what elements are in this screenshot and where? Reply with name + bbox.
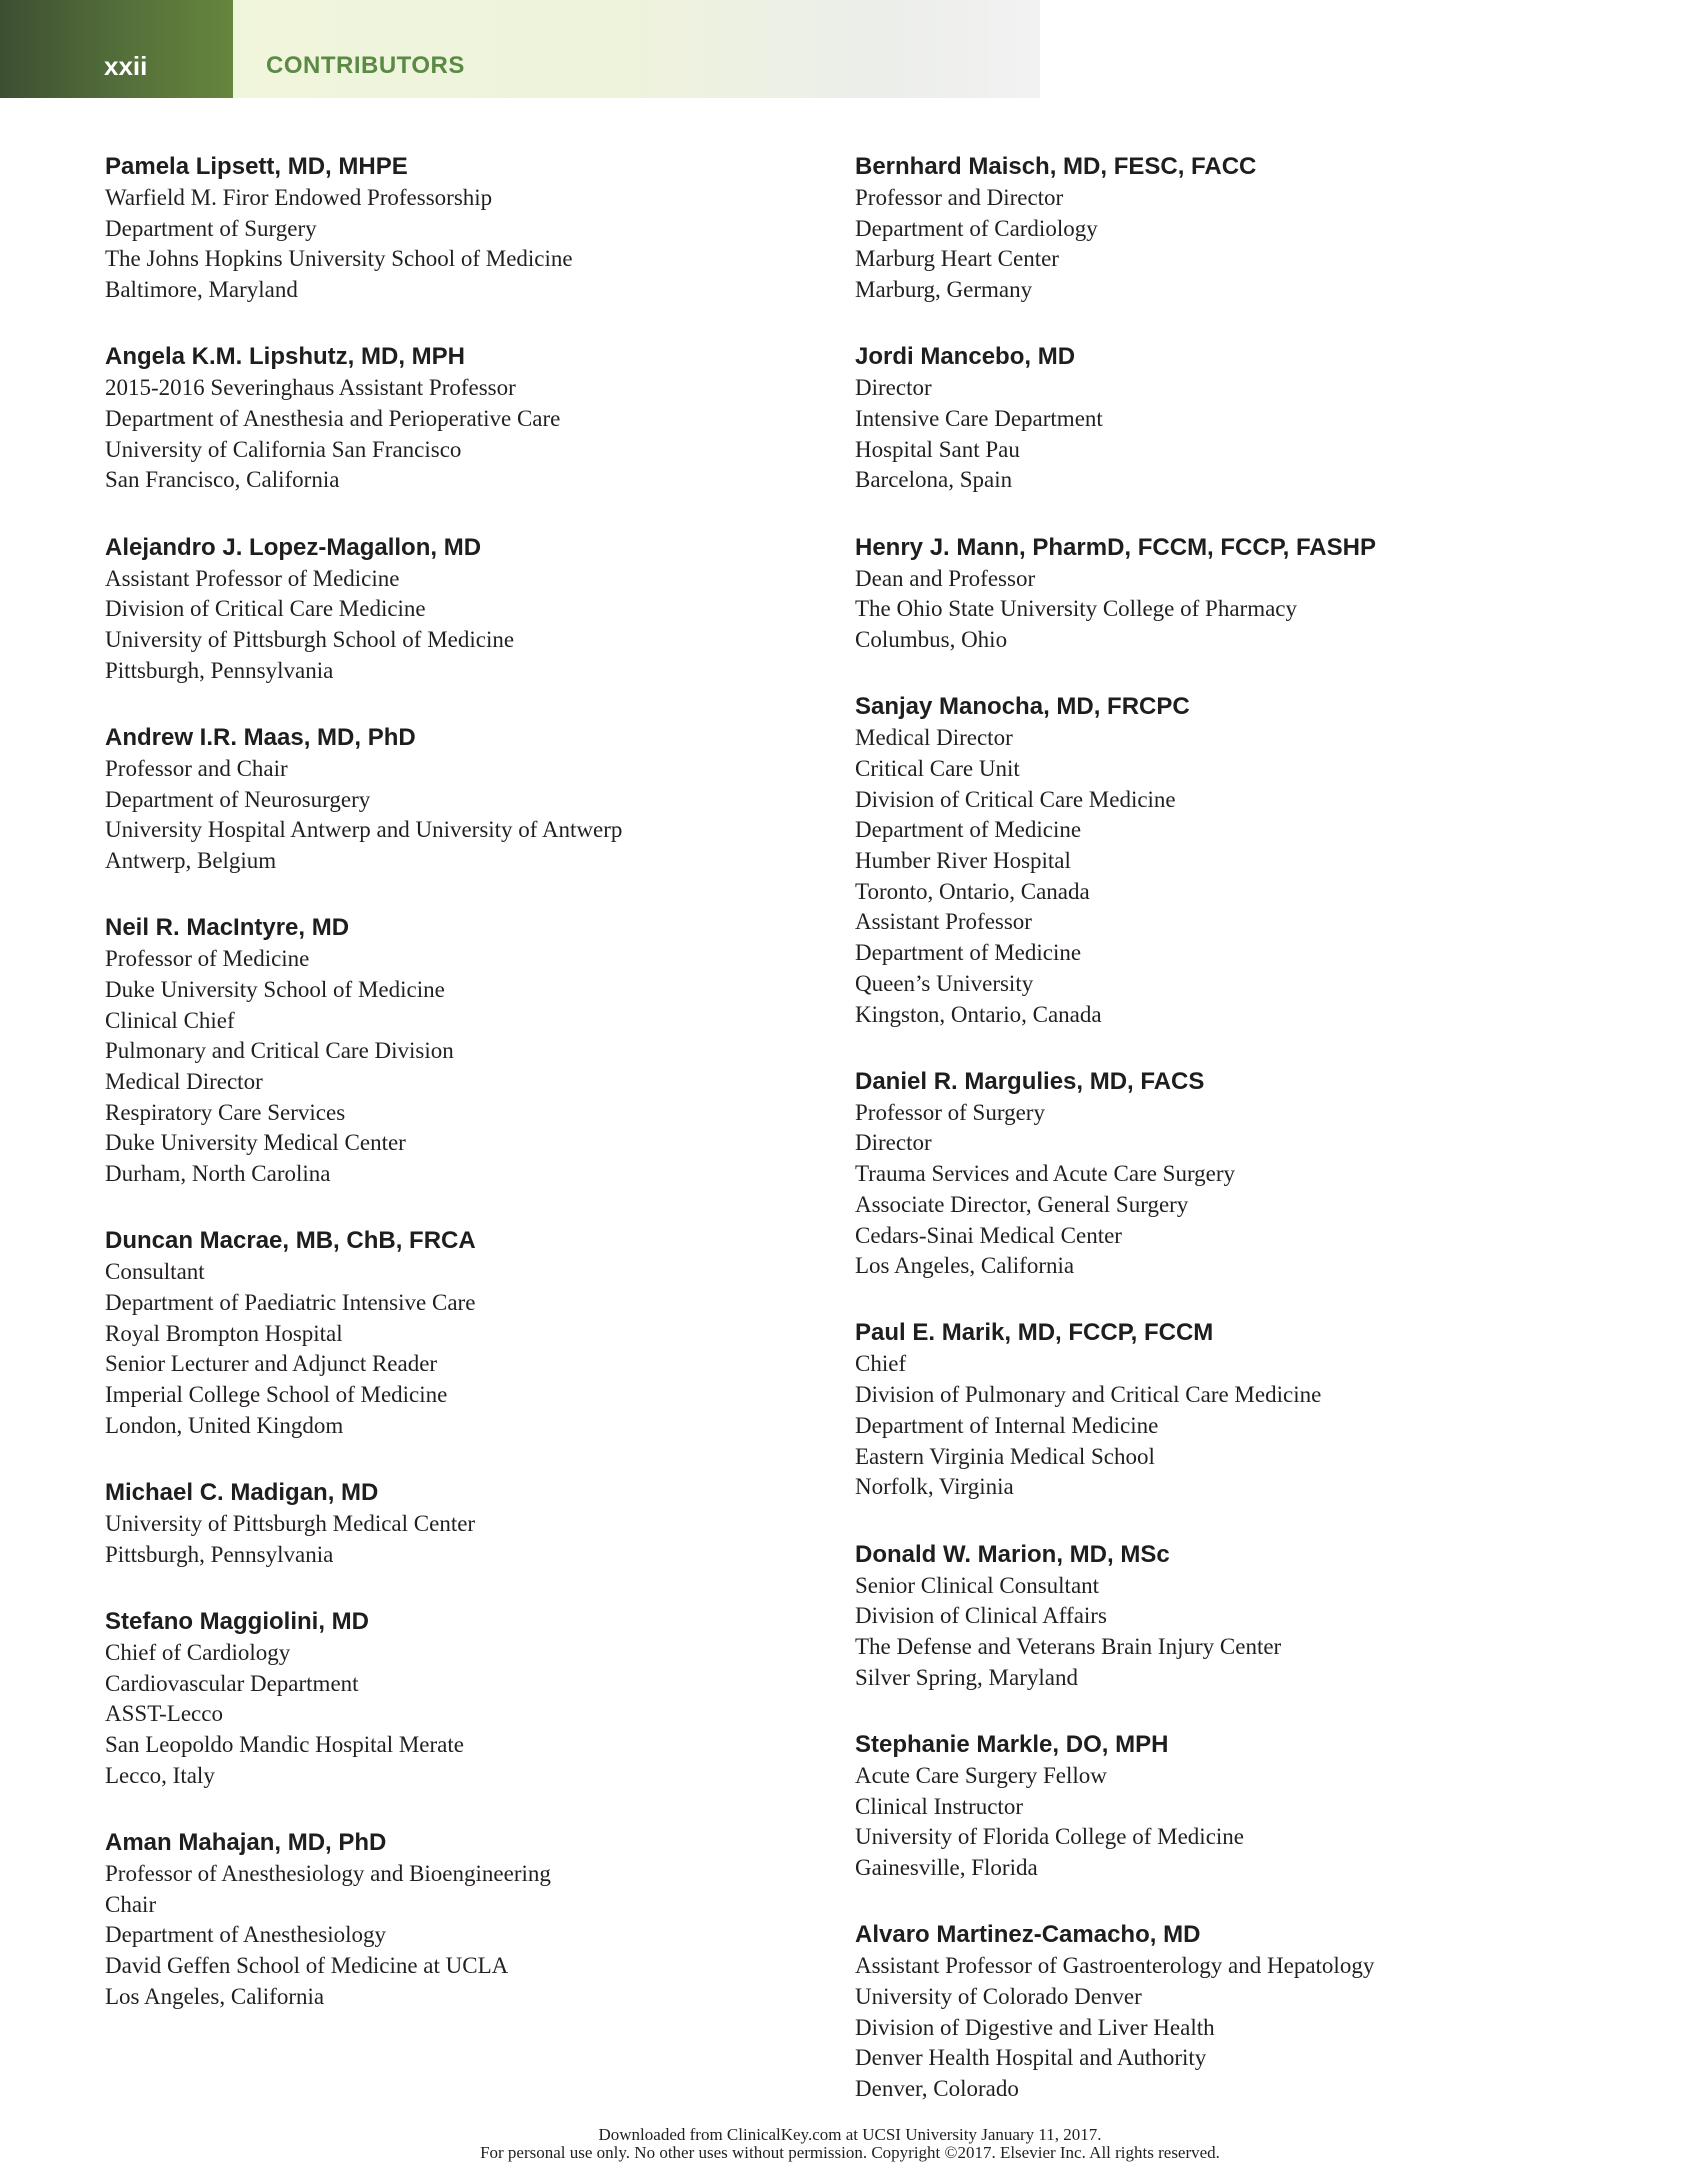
contributor-affiliation-line: University of Florida College of Medicine [855, 1824, 1245, 1850]
contributor-affiliation-line: Baltimore, Maryland [105, 277, 298, 303]
contributor-affiliation-line: Department of Cardiology [855, 215, 1098, 241]
contributor-name: Jordi Mancebo, MD [855, 343, 1076, 371]
contributor-name: Henry J. Mann, PharmD, FCCM, FCCP, FASHP [855, 533, 1376, 561]
contributor-affiliation-line: Department of Medicine [855, 940, 1082, 966]
contributor-affiliation-line: Department of Anesthesia and Perioperative Care [105, 406, 561, 432]
contributor-affiliation-line: Pulmonary and Critical Care Division [105, 1038, 454, 1064]
contributor-entry [105, 1477, 805, 1570]
contributor-name: Donald W. Marion, MD, MSc [855, 1540, 1170, 1568]
contributor-entry [105, 1225, 805, 1441]
contributor-name: Andrew I.R. Maas, MD, PhD [105, 723, 416, 751]
contributor-entry [855, 691, 1615, 1030]
contributor-affiliation-line: Clinical Chief [105, 1007, 235, 1033]
contributor-affiliation-line: Toronto, Ontario, Canada [855, 878, 1090, 904]
contributor-name: Michael C. Madigan, MD [105, 1479, 379, 1507]
contributor-entry [855, 1317, 1615, 1503]
contributor-name: Paul E. Marik, MD, FCCP, FCCM [855, 1319, 1214, 1347]
page-number: xxii [104, 51, 148, 81]
contributor-affiliation-line: Medical Director [105, 1069, 263, 1095]
contributor-affiliation-line: Senior Clinical Consultant [855, 1572, 1100, 1598]
contributor-affiliation-line: University Hospital Antwerp and University of Antwerp [105, 817, 623, 843]
contributor-affiliation-line: Los Angeles, California [105, 1983, 325, 2009]
contributor-affiliation-line: Director [855, 375, 932, 401]
contributor-affiliation-line: The Defense and Veterans Brain Injury Center [855, 1633, 1282, 1659]
contributor-entry [105, 912, 805, 1190]
contributor-affiliation-line: Division of Pulmonary and Critical Care Medicine [855, 1382, 1322, 1408]
contributor-affiliation-line: Norfolk, Virginia [855, 1474, 1014, 1500]
contributor-affiliation-line: Acute Care Surgery Fellow [855, 1762, 1107, 1788]
contributor-entry [855, 1919, 1615, 2105]
contributor-affiliation-line: Royal Brompton Hospital [105, 1320, 343, 1346]
contributor-affiliation-line: Queen’s University [855, 970, 1034, 996]
contributor-affiliation-line: Respiratory Care Services [105, 1099, 346, 1125]
contributor-affiliation-line: David Geffen School of Medicine at UCLA [105, 1953, 509, 1979]
contributor-entry [855, 532, 1615, 656]
contributor-entry [105, 341, 805, 496]
contributor-entry [105, 1827, 805, 2013]
contributor-entry [105, 532, 805, 687]
contributor-affiliation-line: University of Colorado Denver [855, 1983, 1142, 2009]
contributor-name: Alejandro J. Lopez-Magallon, MD [105, 533, 482, 561]
contributor-affiliation-line: Medical Director [855, 725, 1013, 751]
download-footer [0, 2126, 1700, 2162]
contributor-affiliation-line: Chief [855, 1351, 907, 1377]
contributor-affiliation-line: Marburg, Germany [855, 277, 1033, 303]
contributor-affiliation-line: Department of Internal Medicine [855, 1412, 1159, 1438]
contributor-entry [855, 1729, 1615, 1884]
contributor-affiliation-line: Professor and Chair [105, 755, 288, 781]
contributor-affiliation-line: Department of Anesthesiology [105, 1922, 387, 1948]
contributor-affiliation-line: The Ohio State University College of Pharmacy [855, 596, 1298, 622]
contributor-affiliation-line: The Johns Hopkins University School of Medicine [105, 246, 573, 272]
contributor-affiliation-line: Imperial College School of Medicine [105, 1382, 448, 1408]
page-number-tab [0, 0, 233, 98]
contributor-affiliation-line: Professor of Anesthesiology and Bioengineering [105, 1861, 551, 1887]
contributor-affiliation-line: Los Angeles, California [855, 1253, 1075, 1279]
contributor-entry [105, 1606, 805, 1792]
contributor-affiliation-line: San Francisco, California [105, 467, 340, 493]
contributor-affiliation-line: Division of Critical Care Medicine [105, 596, 426, 622]
contributor-affiliation-line: Antwerp, Belgium [105, 848, 277, 874]
contributor-affiliation-line: Director [855, 1130, 932, 1156]
contributor-affiliation-line: Warfield M. Firor Endowed Professorship [105, 185, 493, 210]
contributor-name: Stefano Maggiolini, MD [105, 1608, 369, 1635]
contributor-affiliation-line: 2015-2016 Severinghaus Assistant Professor [105, 375, 516, 401]
contributors-left-column [105, 151, 805, 2048]
contributor-affiliation-line: Senior Lecturer and Adjunct Reader [105, 1351, 438, 1377]
contributor-affiliation-line: Kingston, Ontario, Canada [855, 1001, 1102, 1027]
contributor-name: Aman Mahajan, MD, PhD [105, 1829, 387, 1857]
contributor-affiliation-line: Trauma Services and Acute Care Surgery [855, 1161, 1236, 1187]
contributor-affiliation-line: Associate Director, General Surgery [855, 1191, 1189, 1217]
contributor-affiliation-line: San Leopoldo Mandic Hospital Merate [105, 1732, 464, 1758]
contributor-affiliation-line: Columbus, Ohio [855, 627, 1008, 653]
contributor-name: Daniel R. Margulies, MD, FACS [855, 1067, 1205, 1095]
contributor-affiliation-line: Durham, North Carolina [105, 1161, 331, 1187]
contributor-affiliation-line: Consultant [105, 1259, 205, 1285]
contributor-affiliation-line: Professor of Surgery [855, 1099, 1045, 1125]
contributor-affiliation-line: Denver, Colorado [855, 2075, 1019, 2101]
contributor-affiliation-line: Professor and Director [855, 185, 1064, 210]
contributor-affiliation-line: Professor of Medicine [105, 946, 310, 972]
contributor-entry [105, 151, 805, 306]
contributor-affiliation-line: Cardiovascular Department [105, 1670, 359, 1696]
contributor-affiliation-line: Department of Paediatric Intensive Care [105, 1290, 476, 1316]
contributor-affiliation-line: Assistant Professor of Gastroenterology and Hepatology [855, 1953, 1375, 1979]
contributor-name: Pamela Lipsett, MD, MHPE [105, 153, 408, 180]
contributor-affiliation-line: Department of Surgery [105, 215, 317, 241]
contributor-name: Neil R. MacIntyre, MD [105, 914, 350, 942]
contributor-entry [855, 1539, 1615, 1694]
contributor-affiliation-line: Lecco, Italy [105, 1762, 215, 1788]
contributor-affiliation-line: Dean and Professor [855, 565, 1036, 591]
contributor-affiliation-line: Eastern Virginia Medical School [855, 1443, 1155, 1469]
contributor-affiliation-line: London, United Kingdom [105, 1412, 344, 1438]
contributor-name: Stephanie Markle, DO, MPH [855, 1730, 1169, 1758]
contributor-name: Sanjay Manocha, MD, FRCPC [855, 693, 1190, 721]
contributor-name: Alvaro Martinez-Camacho, MD [855, 1921, 1201, 1949]
contributor-affiliation-line: Assistant Professor [855, 909, 1032, 935]
footer-download-line: Downloaded from ClinicalKey.com at UCSI University January 11, 2017. [598, 2125, 1102, 2144]
footer-copyright-line: For personal use only. No other uses without permission. Copyright ©2017. Elsevier Inc. All rights reserved. [480, 2143, 1220, 2162]
contributor-entry [855, 1066, 1615, 1282]
contributor-affiliation-line: Division of Digestive and Liver Health [855, 2014, 1215, 2040]
contributor-affiliation-line: Intensive Care Department [855, 406, 1103, 432]
contributor-affiliation-line: Hospital Sant Pau [855, 436, 1020, 462]
contributor-affiliation-line: ASST-Lecco [105, 1701, 223, 1727]
contributor-entry [855, 341, 1615, 496]
contributor-entry [105, 722, 805, 877]
contributor-name: Duncan Macrae, MB, ChB, FRCA [105, 1227, 476, 1255]
section-title: CONTRIBUTORS [266, 52, 465, 79]
contributors-right-column [855, 151, 1615, 2140]
contributor-entry [855, 151, 1615, 306]
contributor-affiliation-line: Division of Clinical Affairs [855, 1603, 1107, 1629]
contributor-affiliation-line: Denver Health Hospital and Authority [855, 2045, 1207, 2071]
contributor-affiliation-line: University of Pittsburgh School of Medicine [105, 627, 515, 653]
contributor-affiliation-line: Barcelona, Spain [855, 467, 1013, 493]
contributor-affiliation-line: Division of Critical Care Medicine [855, 786, 1176, 812]
contributor-affiliation-line: University of Pittsburgh Medical Center [105, 1511, 476, 1537]
contributor-affiliation-line: Duke University Medical Center [105, 1130, 406, 1156]
contributor-affiliation-line: Department of Neurosurgery [105, 786, 371, 812]
contributor-affiliation-line: Marburg Heart Center [855, 246, 1059, 272]
contributor-affiliation-line: Critical Care Unit [855, 755, 1020, 781]
contributor-affiliation-line: Department of Medicine [855, 817, 1082, 843]
contributor-affiliation-line: Humber River Hospital [855, 848, 1071, 874]
contributor-affiliation-line: Chair [105, 1891, 157, 1917]
contributor-affiliation-line: Pittsburgh, Pennsylvania [105, 1541, 334, 1567]
contributor-affiliation-line: Chief of Cardiology [105, 1640, 291, 1665]
contributor-affiliation-line: Assistant Professor of Medicine [105, 565, 400, 591]
contributor-affiliation-line: Silver Spring, Maryland [855, 1664, 1078, 1690]
contributor-name: Angela K.M. Lipshutz, MD, MPH [105, 343, 465, 371]
contributor-affiliation-line: University of California San Francisco [105, 436, 462, 462]
contributor-affiliation-line: Cedars-Sinai Medical Center [855, 1222, 1122, 1248]
contributor-affiliation-line: Clinical Instructor [855, 1793, 1023, 1819]
contributor-affiliation-line: Gainesville, Florida [855, 1854, 1038, 1880]
contributor-affiliation-line: Duke University School of Medicine [105, 976, 445, 1002]
contributor-name: Bernhard Maisch, MD, FESC, FACC [855, 153, 1257, 180]
contributor-affiliation-line: Pittsburgh, Pennsylvania [105, 657, 334, 683]
